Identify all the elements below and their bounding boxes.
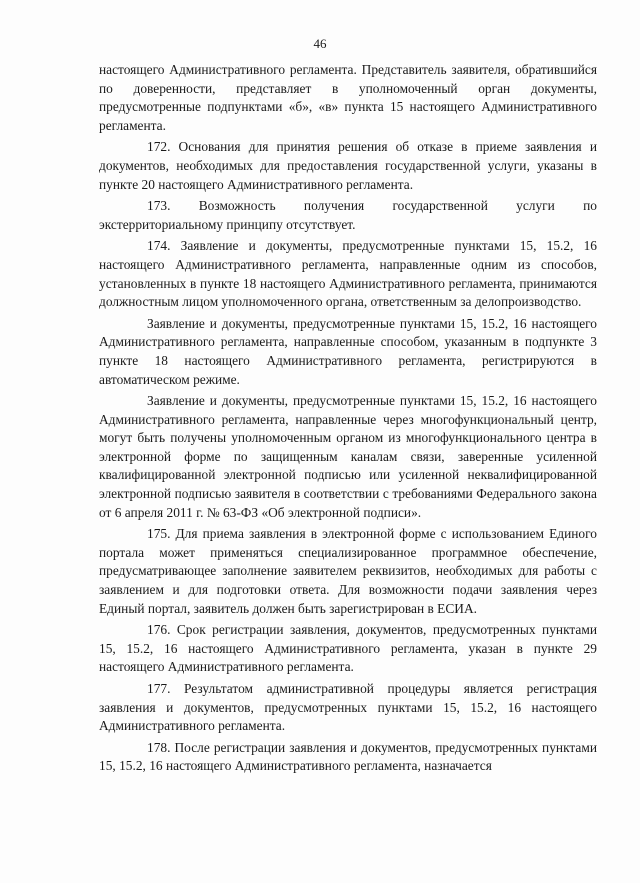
document-body (99, 61, 597, 776)
paragraph-176: 176. Срок регистрации заявления, документов, предусмотренных пунктами 15, 15.2, 16 настоящего Административного регламента, указан в пункте 29 настоящего Административного регламента. (99, 622, 597, 675)
paragraph-172: 172. Основания для принятия решения об отказе в приеме заявления и документов, необходимых для предоставления государственной услуги, указаны в пункте 20 настоящего Административного регламента. (99, 139, 597, 192)
paragraph-174: 174. Заявление и документы, предусмотренные пунктами 15, 15.2, 16 настоящего Административного регламента, направленные одним из способов, установленных в пункте 18 настоящего Административного регламента, принимаются должностным лицом уполномоченного органа, ответственным за делопроизводство. (99, 238, 597, 310)
paragraph-continuation: настоящего Административного регламента. Представитель заявителя, обратившийся по доверенности, представляет в уполномоченный орган документы, предусмотренные подпунктами «б», «в» пункта 15 настоящего Административного регламента. (99, 62, 597, 133)
paragraph-175: 175. Для приема заявления в электронной форме с использованием Единого портала может применяться специализированное программное обеспечение, предусматривающее заполнение заявителем реквизитов, необходимых для работы с заявлением и для подготовки ответа. Для возможности подачи заявления через Единый портал, заявитель должен быть зарегистрирован в ЕСИА. (99, 526, 597, 616)
paragraph-174-auto-registration: Заявление и документы, предусмотренные пунктами 15, 15.2, 16 настоящего Административного регламента, направленные способом, указанным в подпункте 3 пункте 18 настоящего Административного регламента, регистрируются в автоматическом режиме. (99, 315, 597, 387)
paragraph-174-mfc: Заявление и документы, предусмотренные пунктами 15, 15.2, 16 настоящего Административного регламента, направленные через многофункциональный центр, могут быть получены уполномоченным органом из многофункционального центра в электронной форме по защищенным каналам связи, заверенные усиленной квалифицированной электронной подписью или усиленной неквалифицированной электронной подписью заявителя в соответствии с требованиями Федерального закона от 6 апреля 2011 г. № 63-ФЗ «Об электронной подписи». (99, 393, 597, 520)
paragraph-178: 178. После регистрации заявления и документов, предусмотренных пунктами 15, 15.2, 16 настоящего Административного регламента, назначается (99, 739, 597, 774)
paragraph-177: 177. Результатом административной процедуры является регистрация заявления и документов, предусмотренных пунктами 15, 15.2, 16 настоящего Административного регламента. (99, 681, 597, 734)
page-number: 46 (313, 36, 327, 51)
paragraph-173: 173. Возможность получения государственной услуги по экстерриториальному принципу отсутствует. (99, 198, 597, 232)
